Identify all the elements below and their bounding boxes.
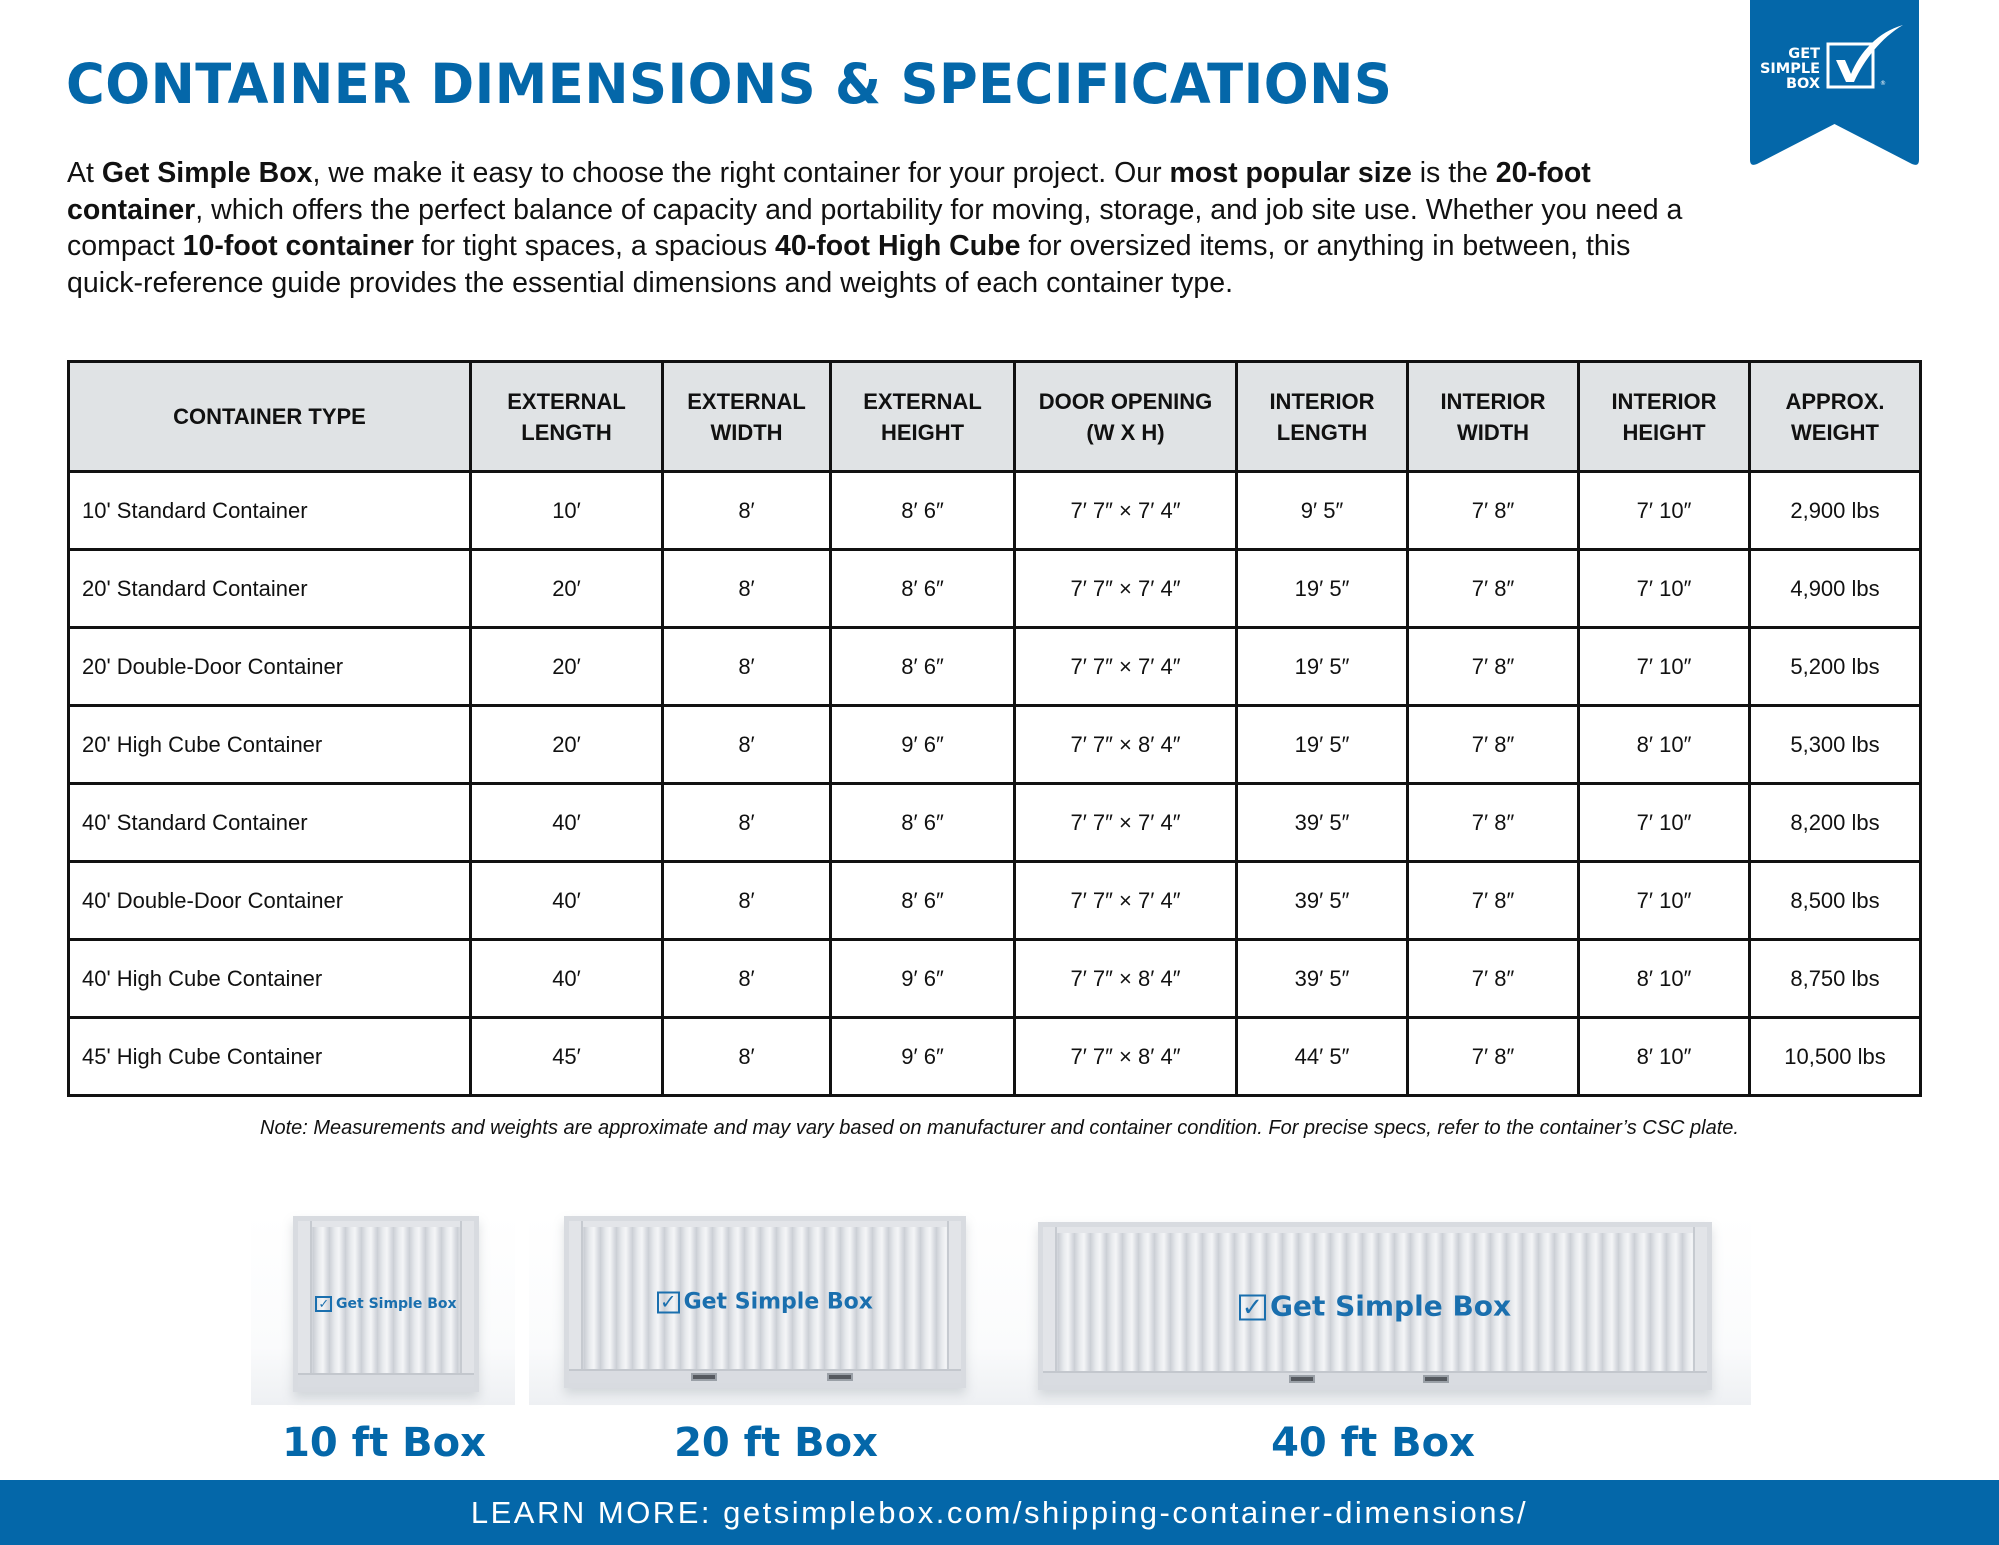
column-header-label: HEIGHT bbox=[1622, 419, 1706, 445]
column-header bbox=[1408, 362, 1579, 472]
svg-text:®: ® bbox=[1880, 80, 1886, 87]
spec-cell: 4,900 lbs bbox=[1750, 550, 1921, 628]
spec-cell: 9′ 6″ bbox=[831, 1018, 1015, 1096]
container-type-cell: 40' Double-Door Container bbox=[69, 862, 471, 940]
box-label-10ft: 10 ft Box bbox=[282, 1420, 486, 1466]
spec-cell: 7′ 8″ bbox=[1408, 550, 1579, 628]
column-header bbox=[663, 362, 831, 472]
spec-cell: 8,750 lbs bbox=[1750, 940, 1921, 1018]
column-header bbox=[1579, 362, 1750, 472]
container-type-cell: 40' Standard Container bbox=[69, 784, 471, 862]
column-header-label: (W X H) bbox=[1086, 419, 1165, 445]
table-row bbox=[69, 628, 1921, 706]
svg-text:BOX: BOX bbox=[1785, 76, 1820, 92]
spec-cell: 8′ 10″ bbox=[1579, 1018, 1750, 1096]
intro-text: , we make it easy to choose the right container for your project. Our bbox=[312, 157, 1170, 189]
spec-cell: 7′ 7″ × 8′ 4″ bbox=[1015, 1018, 1237, 1096]
column-header bbox=[1237, 362, 1408, 472]
column-header-label: EXTERNAL bbox=[507, 388, 626, 414]
learn-more-link[interactable]: LEARN MORE: getsimplebox.com/shipping-container-dimensions/ bbox=[470, 1495, 1529, 1530]
intro-text: for tight spaces, a spacious bbox=[413, 230, 776, 262]
checkbox-icon: ✓ bbox=[1239, 1294, 1266, 1321]
svg-text:GET: GET bbox=[1788, 46, 1820, 62]
page-title: CONTAINER DIMENSIONS & SPECIFICATIONS bbox=[66, 52, 1393, 116]
spec-cell: 8,200 lbs bbox=[1750, 784, 1921, 862]
container-20ft-image bbox=[564, 1216, 966, 1388]
intro-emphasis: most popular size bbox=[1169, 157, 1412, 189]
column-header-label: WIDTH bbox=[710, 419, 783, 445]
spec-cell: 7′ 7″ × 7′ 4″ bbox=[1015, 784, 1237, 862]
spec-cell: 8′ 6″ bbox=[831, 862, 1015, 940]
spec-cell: 8′ bbox=[663, 706, 831, 784]
column-header-label: HEIGHT bbox=[880, 419, 965, 445]
spec-cell: 20′ bbox=[471, 628, 663, 706]
spec-cell: 7′ 10″ bbox=[1579, 784, 1750, 862]
intro-text: At bbox=[67, 157, 102, 189]
column-header-label: LENGTH bbox=[1276, 419, 1368, 445]
container-type-cell: 20' Double-Door Container bbox=[69, 628, 471, 706]
spec-cell: 40′ bbox=[471, 940, 663, 1018]
specs-table bbox=[67, 360, 1922, 1097]
container-40ft-image bbox=[1038, 1222, 1712, 1390]
spec-cell: 8′ 6″ bbox=[831, 472, 1015, 550]
spec-cell: 7′ 7″ × 7′ 4″ bbox=[1015, 550, 1237, 628]
box-label-20ft: 20 ft Box bbox=[674, 1420, 878, 1466]
column-header-label: INTERIOR bbox=[1269, 388, 1375, 414]
intro-text: for oversized items, or anything in between, this quick-reference guide provides the essential dimensions and weights of each container type. bbox=[67, 230, 1631, 299]
spec-cell: 2,900 lbs bbox=[1750, 472, 1921, 550]
container-logo: ✓ Get Simple Box bbox=[1043, 1290, 1707, 1323]
get-simple-box-logo-badge[interactable] bbox=[1750, 0, 1919, 167]
column-header-label: LENGTH bbox=[521, 419, 612, 445]
spec-cell: 9′ 6″ bbox=[831, 706, 1015, 784]
spec-cell: 19′ 5″ bbox=[1237, 706, 1408, 784]
spec-cell: 7′ 8″ bbox=[1408, 784, 1579, 862]
intro-text: is the bbox=[1411, 157, 1496, 189]
spec-cell: 7′ 10″ bbox=[1579, 862, 1750, 940]
spec-cell: 7′ 7″ × 8′ 4″ bbox=[1015, 940, 1237, 1018]
spec-cell: 39′ 5″ bbox=[1237, 940, 1408, 1018]
intro-emphasis: Get Simple Box bbox=[101, 157, 313, 189]
spec-cell: 8′ bbox=[663, 550, 831, 628]
container-10ft-image bbox=[293, 1216, 479, 1392]
spec-cell: 8,500 lbs bbox=[1750, 862, 1921, 940]
spec-cell: 7′ 7″ × 8′ 4″ bbox=[1015, 706, 1237, 784]
spec-cell: 40′ bbox=[471, 862, 663, 940]
spec-cell: 8′ 6″ bbox=[831, 628, 1015, 706]
column-header-label: INTERIOR bbox=[1611, 388, 1717, 414]
checkbox-icon: ✓ bbox=[657, 1292, 680, 1314]
spec-cell: 7′ 8″ bbox=[1408, 940, 1579, 1018]
container-type-cell: 40' High Cube Container bbox=[69, 940, 471, 1018]
spec-cell: 5,300 lbs bbox=[1750, 706, 1921, 784]
spec-cell: 7′ 8″ bbox=[1408, 862, 1579, 940]
learn-more-footer[interactable] bbox=[0, 1480, 1999, 1545]
table-row bbox=[69, 862, 1921, 940]
container-type-cell: 10' Standard Container bbox=[69, 472, 471, 550]
container-logo: ✓ Get Simple Box bbox=[298, 1296, 474, 1312]
table-row bbox=[69, 472, 1921, 550]
intro-emphasis: 20-foot container bbox=[67, 157, 1591, 226]
spec-cell: 7′ 7″ × 7′ 4″ bbox=[1015, 862, 1237, 940]
table-row bbox=[69, 784, 1921, 862]
spec-cell: 8′ 6″ bbox=[831, 550, 1015, 628]
table-row bbox=[69, 1018, 1921, 1096]
table-header-row bbox=[69, 362, 1921, 472]
table-row bbox=[69, 940, 1921, 1018]
column-header-label: CONTAINER TYPE bbox=[173, 404, 366, 429]
spec-cell: 8′ bbox=[663, 628, 831, 706]
column-header-label: INTERIOR bbox=[1440, 388, 1546, 414]
column-header-label: EXTERNAL bbox=[687, 388, 806, 414]
spec-cell: 19′ 5″ bbox=[1237, 628, 1408, 706]
container-type-cell: 20' High Cube Container bbox=[69, 706, 471, 784]
table-row bbox=[69, 706, 1921, 784]
spec-cell: 7′ 10″ bbox=[1579, 628, 1750, 706]
checkbox-icon: ✓ bbox=[315, 1296, 332, 1311]
table-row bbox=[69, 550, 1921, 628]
disclaimer-note: Note: Measurements and weights are approximate and may vary based on manufacturer and container condition. For precise specs, refer to the container’s CSC plate. bbox=[260, 1117, 1739, 1139]
spec-cell: 20′ bbox=[471, 550, 663, 628]
box-label-40ft: 40 ft Box bbox=[1271, 1420, 1475, 1466]
spec-cell: 39′ 5″ bbox=[1237, 862, 1408, 940]
column-header-label: APPROX. bbox=[1785, 388, 1885, 414]
container-logo: ✓ Get Simple Box bbox=[569, 1290, 961, 1315]
column-header-label: WIDTH bbox=[1456, 419, 1530, 445]
logo-ribbon-icon bbox=[1750, 0, 1919, 167]
intro-paragraph bbox=[67, 155, 1707, 301]
spec-cell: 39′ 5″ bbox=[1237, 784, 1408, 862]
spec-cell: 40′ bbox=[471, 784, 663, 862]
spec-cell: 8′ bbox=[663, 940, 831, 1018]
column-header-label: EXTERNAL bbox=[863, 388, 982, 414]
spec-cell: 7′ 10″ bbox=[1579, 550, 1750, 628]
intro-text: , which offers the perfect balance of capacity and portability for moving, storage, and job site use. Whether you need a compact bbox=[67, 193, 1683, 262]
spec-cell: 7′ 8″ bbox=[1408, 628, 1579, 706]
spec-cell: 7′ 8″ bbox=[1408, 472, 1579, 550]
intro-emphasis: 40-foot High Cube bbox=[775, 230, 1021, 262]
spec-cell: 8′ 10″ bbox=[1579, 940, 1750, 1018]
spec-cell: 7′ 10″ bbox=[1579, 472, 1750, 550]
intro-emphasis: 10-foot container bbox=[182, 230, 414, 262]
spec-cell: 7′ 7″ × 7′ 4″ bbox=[1015, 472, 1237, 550]
column-header-label: WEIGHT bbox=[1791, 419, 1879, 445]
column-header bbox=[1750, 362, 1921, 472]
spec-cell: 20′ bbox=[471, 706, 663, 784]
spec-cell: 45′ bbox=[471, 1018, 663, 1096]
container-type-cell: 45' High Cube Container bbox=[69, 1018, 471, 1096]
column-header bbox=[69, 362, 471, 472]
spec-cell: 10′ bbox=[471, 472, 663, 550]
spec-cell: 7′ 8″ bbox=[1408, 1018, 1579, 1096]
spec-cell: 7′ 8″ bbox=[1408, 706, 1579, 784]
column-header bbox=[471, 362, 663, 472]
column-header bbox=[831, 362, 1015, 472]
spec-cell: 8′ 10″ bbox=[1579, 706, 1750, 784]
spec-cell: 8′ bbox=[663, 862, 831, 940]
spec-cell: 5,200 lbs bbox=[1750, 628, 1921, 706]
spec-cell: 8′ bbox=[663, 472, 831, 550]
spec-cell: 8′ bbox=[663, 1018, 831, 1096]
column-header bbox=[1015, 362, 1237, 472]
spec-cell: 8′ 6″ bbox=[831, 784, 1015, 862]
spec-cell: 9′ 5″ bbox=[1237, 472, 1408, 550]
spec-cell: 7′ 7″ × 7′ 4″ bbox=[1015, 628, 1237, 706]
container-type-cell: 20' Standard Container bbox=[69, 550, 471, 628]
spec-cell: 44′ 5″ bbox=[1237, 1018, 1408, 1096]
spec-cell: 8′ bbox=[663, 784, 831, 862]
column-header-label: DOOR OPENING bbox=[1038, 388, 1213, 414]
spec-cell: 19′ 5″ bbox=[1237, 550, 1408, 628]
spec-cell: 9′ 6″ bbox=[831, 940, 1015, 1018]
spec-cell: 10,500 lbs bbox=[1750, 1018, 1921, 1096]
svg-text:SIMPLE: SIMPLE bbox=[1759, 61, 1820, 77]
